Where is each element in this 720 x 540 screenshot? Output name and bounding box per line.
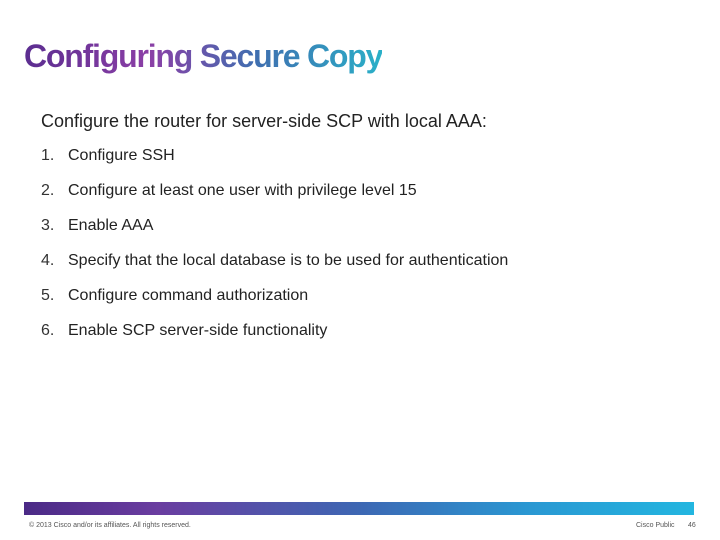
step-item	[41, 250, 681, 285]
footer-page-number: 46	[688, 522, 696, 529]
step-number: 3.	[41, 217, 55, 234]
step-item	[41, 320, 681, 355]
footer-gradient-bar	[24, 502, 694, 515]
step-text: Enable SCP server-side functionality	[68, 322, 328, 339]
step-text: Configure command authorization	[68, 287, 309, 304]
steps-list	[41, 145, 681, 355]
step-number: 1.	[41, 147, 55, 164]
step-text: Configure at least one user with privilege level 15	[68, 182, 417, 199]
step-number: 2.	[41, 182, 55, 199]
step-item	[41, 145, 681, 180]
step-text: Specify that the local database is to be used for authentication	[68, 252, 509, 269]
footer-copyright: © 2013 Cisco and/or its affiliates. All rights reserved.	[29, 522, 191, 529]
intro-text: Configure the router for server-side SCP with local AAA:	[41, 111, 487, 131]
slide-body	[41, 109, 681, 355]
step-number: 4.	[41, 252, 55, 269]
step-text: Enable AAA	[68, 217, 154, 234]
step-number: 6.	[41, 322, 55, 339]
step-item	[41, 285, 681, 320]
step-item	[41, 215, 681, 250]
step-text: Configure SSH	[68, 147, 175, 164]
footer-classification: Cisco Public	[636, 522, 675, 529]
step-number: 5.	[41, 287, 55, 304]
step-item	[41, 180, 681, 215]
slide-title: Configuring Secure Copy	[24, 38, 383, 74]
